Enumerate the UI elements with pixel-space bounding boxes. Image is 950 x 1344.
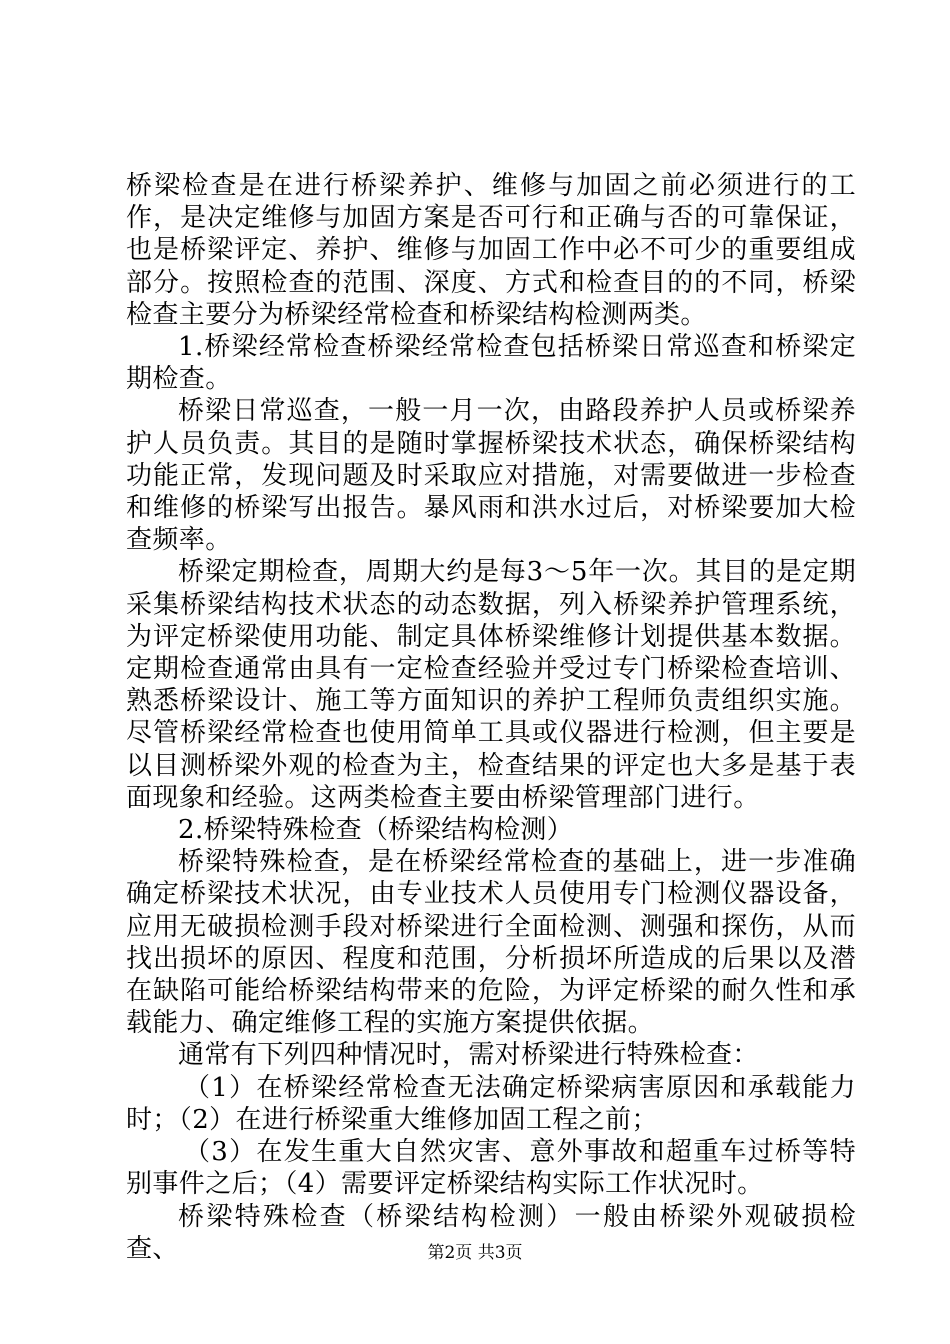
paragraph-section-1-heading: 1.桥梁经常检查桥梁经常检查包括桥梁日常巡查和桥梁定期检查。 — [126, 332, 856, 395]
paragraph-cases-3-4: （3）在发生重大自然灾害、意外事故和超重车过桥等特别事件之后；（4）需要评定桥梁结构实际工作状况时。 — [126, 1137, 856, 1200]
paragraph-daily-inspection: 桥梁日常巡查，一般一月一次，由路段养护人员或桥梁养护人员负责。其目的是随时掌握桥梁技术状态，确保桥梁结构功能正常，发现问题及时采取应对措施，对需要做进一步检查和维修的桥梁写出报告。暴风雨和洪水过后，对桥梁要加大检查频率。 — [126, 396, 856, 556]
page-footer — [0, 1243, 950, 1263]
paragraph-special-inspection-components: 桥梁特殊检查（桥梁结构检测）一般由桥梁外观破损检查、 — [126, 1201, 856, 1264]
paragraph-special-inspection: 桥梁特殊检查，是在桥梁经常检查的基础上，进一步准确确定桥梁技术状况，由专业技术人员使用专门检测仪器设备，应用无破损检测手段对桥梁进行全面检测、测强和探伤，从而找出损坏的原因、程度和范围，分析损坏所造成的后果以及潜在缺陷可能给桥梁结构带来的危险，为评定桥梁的耐久性和承载能力、确定维修工程的实施方案提供依据。 — [126, 847, 856, 1039]
page-number-label: 第2页 共3页 — [427, 1243, 523, 1263]
paragraph-cases-1-2: （1）在桥梁经常检查无法确定桥梁病害原因和承载能力时；（2）在进行桥梁重大维修加固工程之前； — [126, 1072, 856, 1135]
document-body — [126, 170, 856, 1265]
paragraph-four-cases-intro: 通常有下列四种情况时，需对桥梁进行特殊检查： — [178, 1040, 759, 1071]
paragraph-intro: 桥梁检查是在进行桥梁养护、维修与加固之前必须进行的工作，是决定维修与加固方案是否可行和正确与否的可靠保证，也是桥梁评定、养护、维修与加固工作中必不可少的重要组成部分。按照检查的范围、深度、方式和检查目的的不同，桥梁检查主要分为桥梁经常检查和桥梁结构检测两类。 — [126, 171, 856, 330]
paragraph-periodic-inspection: 桥梁定期检查，周期大约是每3～5年一次。其目的是定期采集桥梁结构技术状态的动态数据，列入桥梁养护管理系统，为评定桥梁使用功能、制定具体桥梁维修计划提供基本数据。定期检查通常由具有一定检查经验并受过专门桥梁检查培训、熟悉桥梁设计、施工等方面知识的养护工程师负责组织实施。尽管桥梁经常检查也使用简单工具或仪器进行检测，但主要是以目测桥梁外观的检查为主，检查结果的评定也大多是基于表面现象和经验。这两类检查主要由桥梁管理部门进行。 — [126, 557, 856, 813]
paragraph-section-2-heading: 2.桥梁特殊检查（桥梁结构检测） — [178, 815, 574, 846]
